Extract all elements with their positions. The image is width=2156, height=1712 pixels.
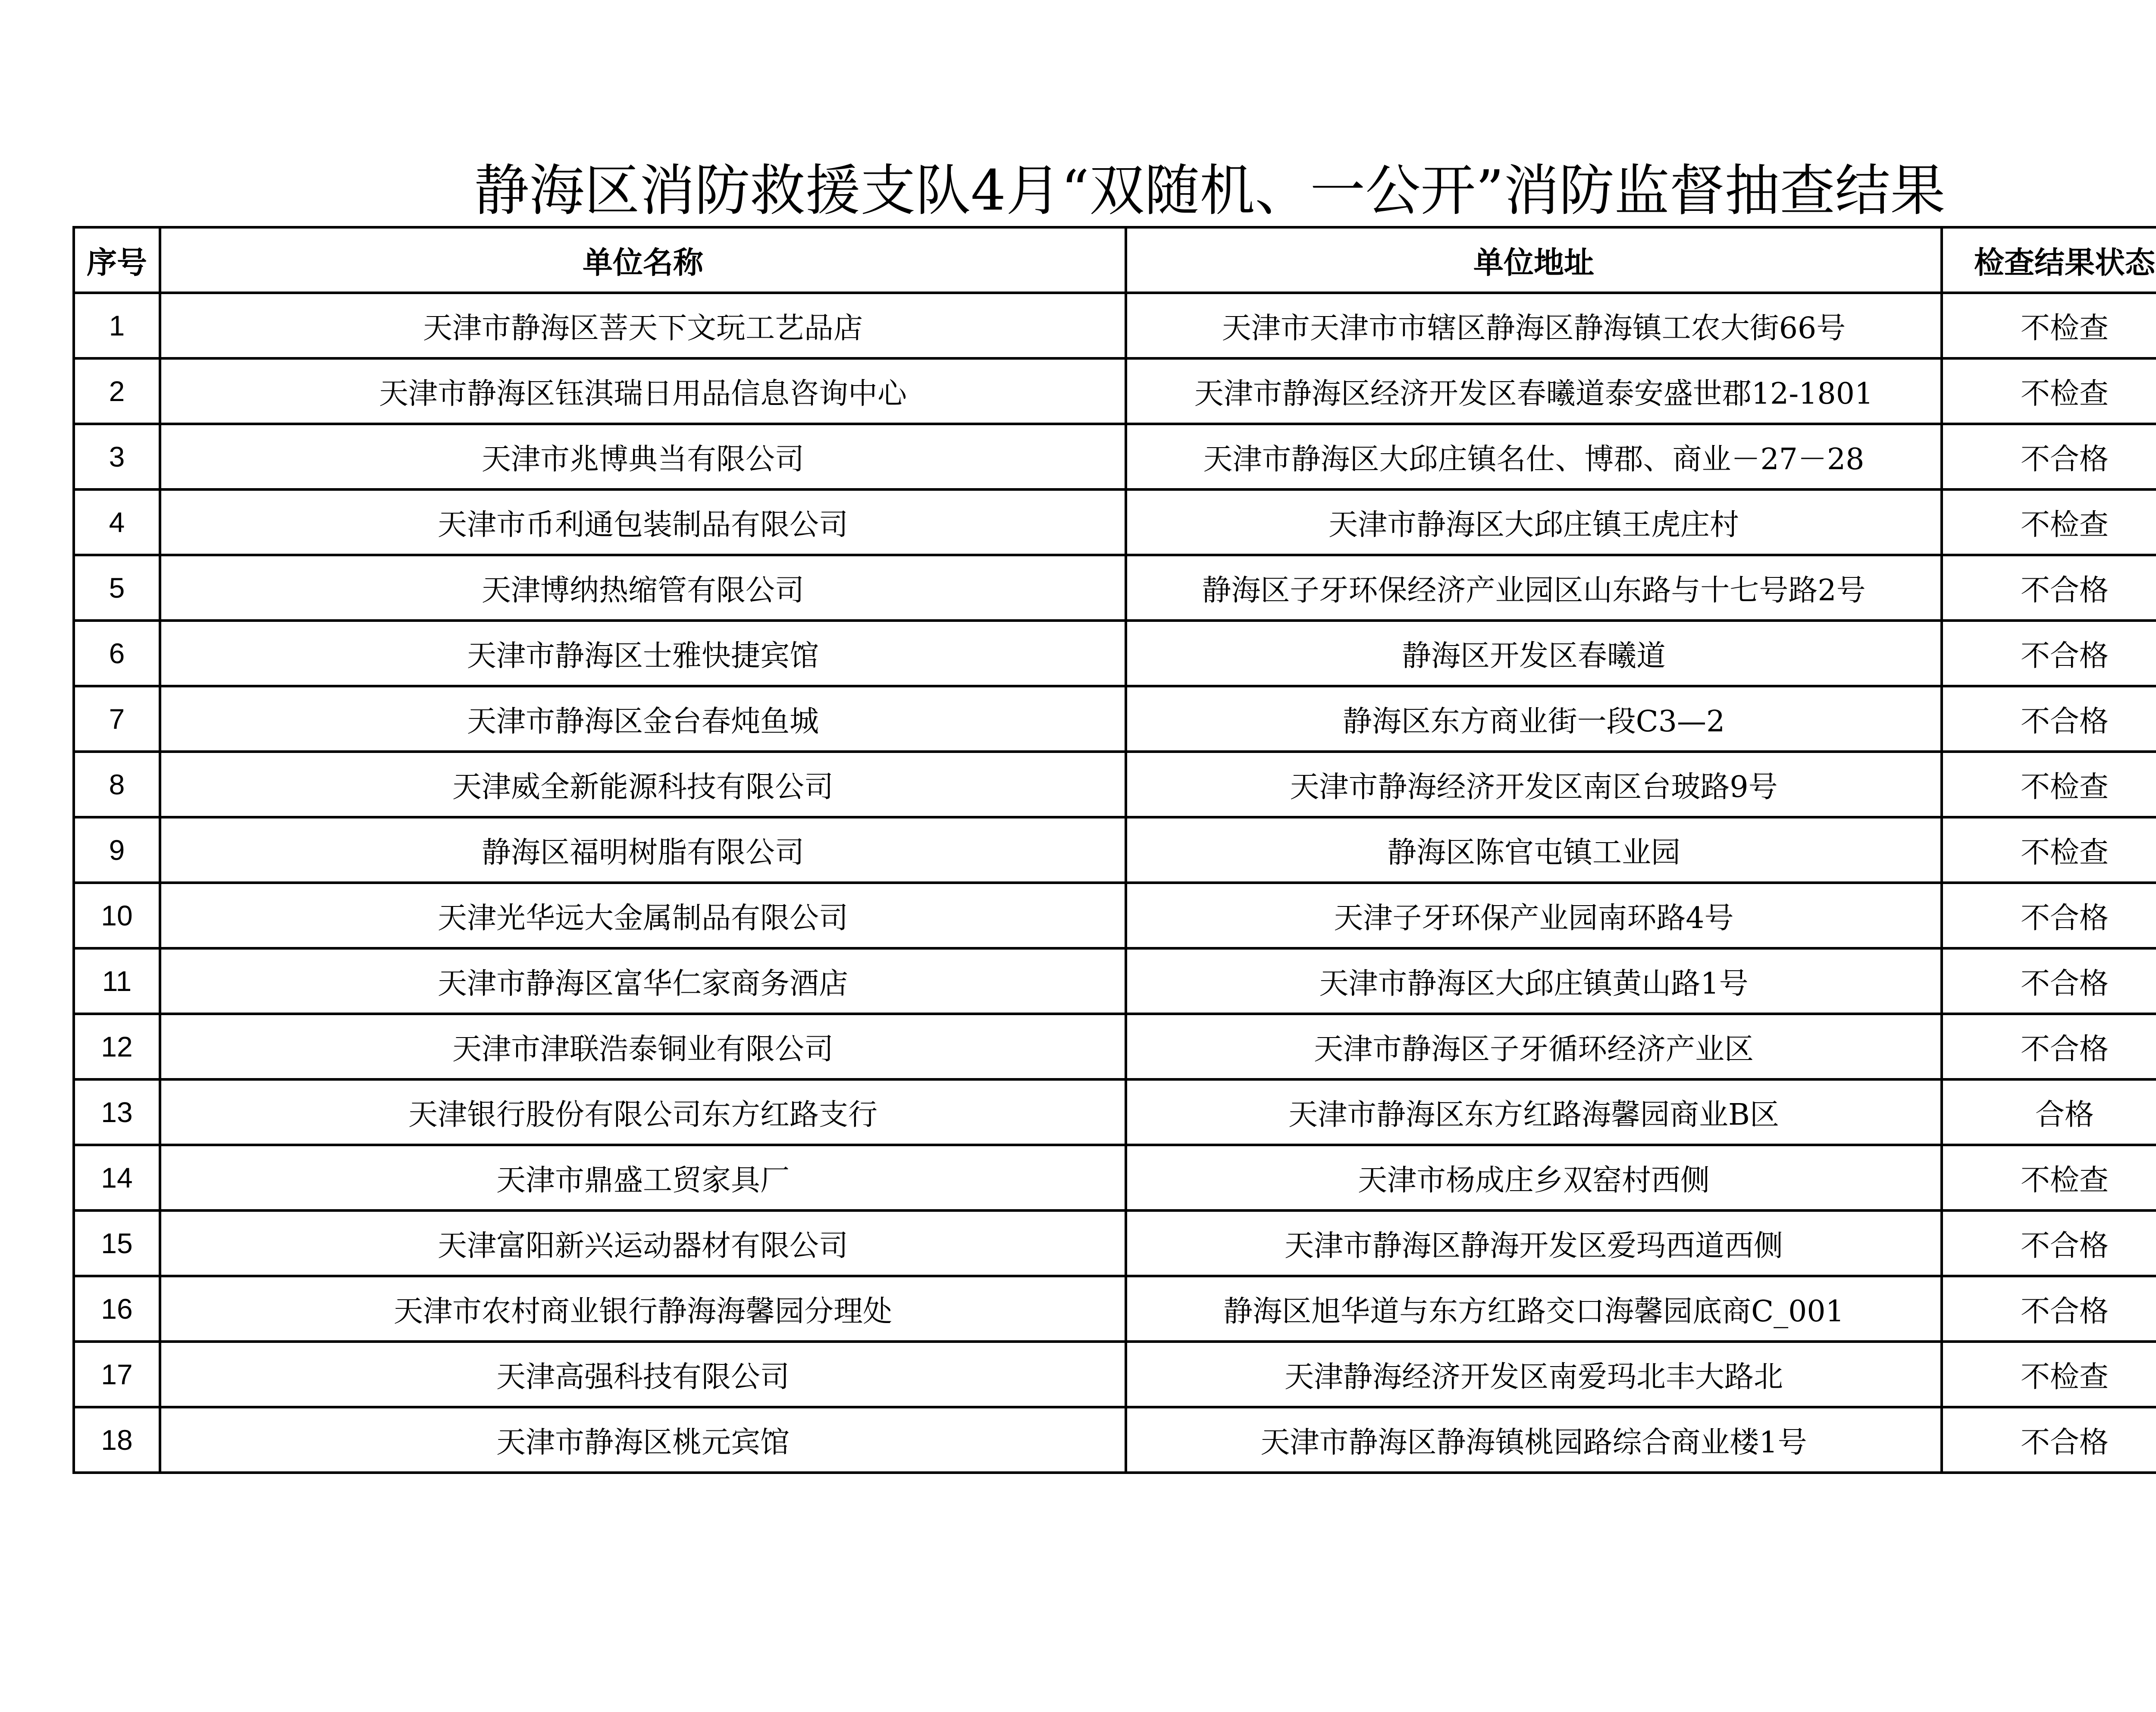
cell-unit-address: 天津市静海区东方红路海馨园商业B区 bbox=[1126, 1079, 1942, 1145]
cell-unit-address: 天津市静海经济开发区南区台玻路9号 bbox=[1126, 752, 1942, 817]
cell-unit-name: 天津市币利通包装制品有限公司 bbox=[160, 489, 1126, 555]
cell-unit-address: 天津市静海区子牙循环经济产业区 bbox=[1126, 1014, 1942, 1079]
cell-seq: 3 bbox=[74, 424, 160, 489]
cell-result-status: 不合格 bbox=[1942, 1276, 2156, 1342]
cell-seq: 11 bbox=[74, 948, 160, 1014]
cell-result-status: 不合格 bbox=[1942, 686, 2156, 752]
table-row bbox=[74, 1276, 2156, 1342]
cell-unit-address: 天津市杨成庄乡双窑村西侧 bbox=[1126, 1145, 1942, 1210]
table-row bbox=[74, 883, 2156, 948]
cell-seq: 5 bbox=[74, 555, 160, 621]
cell-unit-name: 天津市鼎盛工贸家具厂 bbox=[160, 1145, 1126, 1210]
cell-result-status: 不合格 bbox=[1942, 1014, 2156, 1079]
header-seq: 序号 bbox=[74, 227, 160, 293]
cell-seq: 17 bbox=[74, 1342, 160, 1407]
cell-unit-name: 天津威全新能源科技有限公司 bbox=[160, 752, 1126, 817]
cell-unit-address: 天津市静海区静海镇桃园路综合商业楼1号 bbox=[1126, 1407, 1942, 1473]
cell-result-status: 不检查 bbox=[1942, 489, 2156, 555]
header-unit-address: 单位地址 bbox=[1126, 227, 1942, 293]
table-row bbox=[74, 293, 2156, 358]
cell-result-status: 不合格 bbox=[1942, 424, 2156, 489]
cell-unit-address: 静海区子牙环保经济产业园区山东路与十七号路2号 bbox=[1126, 555, 1942, 621]
cell-unit-address: 静海区东方商业街一段C3—2 bbox=[1126, 686, 1942, 752]
cell-unit-name: 天津博纳热缩管有限公司 bbox=[160, 555, 1126, 621]
cell-result-status: 不合格 bbox=[1942, 1407, 2156, 1473]
cell-unit-name: 静海区福明树脂有限公司 bbox=[160, 817, 1126, 883]
cell-unit-address: 静海区陈官屯镇工业园 bbox=[1126, 817, 1942, 883]
cell-unit-name: 天津市静海区富华仁家商务酒店 bbox=[160, 948, 1126, 1014]
cell-seq: 4 bbox=[74, 489, 160, 555]
cell-seq: 13 bbox=[74, 1079, 160, 1145]
cell-unit-address: 天津市天津市市辖区静海区静海镇工农大街66号 bbox=[1126, 293, 1942, 358]
cell-unit-address: 天津市静海区大邱庄镇黄山路1号 bbox=[1126, 948, 1942, 1014]
table-row bbox=[74, 1079, 2156, 1145]
cell-unit-name: 天津高强科技有限公司 bbox=[160, 1342, 1126, 1407]
header-unit-name: 单位名称 bbox=[160, 227, 1126, 293]
cell-result-status: 不检查 bbox=[1942, 1342, 2156, 1407]
cell-result-status: 不检查 bbox=[1942, 817, 2156, 883]
table-row bbox=[74, 1210, 2156, 1276]
table-header-row bbox=[74, 227, 2156, 293]
table-row bbox=[74, 358, 2156, 424]
table-row bbox=[74, 489, 2156, 555]
table-row bbox=[74, 1014, 2156, 1079]
table-row bbox=[74, 948, 2156, 1014]
cell-unit-name: 天津银行股份有限公司东方红路支行 bbox=[160, 1079, 1126, 1145]
table-row bbox=[74, 555, 2156, 621]
cell-result-status: 不合格 bbox=[1942, 948, 2156, 1014]
cell-unit-address: 天津子牙环保产业园南环路4号 bbox=[1126, 883, 1942, 948]
cell-unit-address: 天津市静海区经济开发区春曦道泰安盛世郡12-1801 bbox=[1126, 358, 1942, 424]
cell-result-status: 不检查 bbox=[1942, 1145, 2156, 1210]
cell-result-status: 不合格 bbox=[1942, 621, 2156, 686]
cell-unit-name: 天津市津联浩泰铜业有限公司 bbox=[160, 1014, 1126, 1079]
cell-result-status: 不检查 bbox=[1942, 293, 2156, 358]
cell-result-status: 不合格 bbox=[1942, 555, 2156, 621]
cell-unit-address: 静海区开发区春曦道 bbox=[1126, 621, 1942, 686]
cell-seq: 15 bbox=[74, 1210, 160, 1276]
cell-seq: 10 bbox=[74, 883, 160, 948]
cell-unit-name: 天津市农村商业银行静海海馨园分理处 bbox=[160, 1276, 1126, 1342]
cell-seq: 1 bbox=[74, 293, 160, 358]
cell-seq: 6 bbox=[74, 621, 160, 686]
table-row bbox=[74, 424, 2156, 489]
table-row bbox=[74, 1145, 2156, 1210]
cell-unit-name: 天津富阳新兴运动器材有限公司 bbox=[160, 1210, 1126, 1276]
table-row bbox=[74, 1407, 2156, 1473]
inspection-results-table bbox=[72, 226, 2156, 1474]
cell-seq: 14 bbox=[74, 1145, 160, 1210]
cell-unit-name: 天津市静海区钰淇瑞日用品信息咨询中心 bbox=[160, 358, 1126, 424]
cell-unit-name: 天津市静海区菩天下文玩工艺品店 bbox=[160, 293, 1126, 358]
cell-seq: 12 bbox=[74, 1014, 160, 1079]
cell-seq: 7 bbox=[74, 686, 160, 752]
cell-unit-name: 天津市静海区金台春炖鱼城 bbox=[160, 686, 1126, 752]
table-row bbox=[74, 1342, 2156, 1407]
cell-seq: 8 bbox=[74, 752, 160, 817]
table-row bbox=[74, 752, 2156, 817]
header-result-status: 检查结果状态 bbox=[1942, 227, 2156, 293]
cell-unit-name: 天津市静海区桃元宾馆 bbox=[160, 1407, 1126, 1473]
cell-seq: 16 bbox=[74, 1276, 160, 1342]
cell-unit-address: 天津静海经济开发区南爱玛北丰大路北 bbox=[1126, 1342, 1942, 1407]
cell-result-status: 不合格 bbox=[1942, 1210, 2156, 1276]
cell-unit-address: 静海区旭华道与东方红路交口海馨园底商C_001 bbox=[1126, 1276, 1942, 1342]
cell-unit-name: 天津市兆博典当有限公司 bbox=[160, 424, 1126, 489]
cell-result-status: 合格 bbox=[1942, 1079, 2156, 1145]
table-row bbox=[74, 686, 2156, 752]
cell-seq: 18 bbox=[74, 1407, 160, 1473]
cell-seq: 9 bbox=[74, 817, 160, 883]
cell-seq: 2 bbox=[74, 358, 160, 424]
cell-result-status: 不合格 bbox=[1942, 883, 2156, 948]
cell-unit-address: 天津市静海区静海开发区爱玛西道西侧 bbox=[1126, 1210, 1942, 1276]
cell-unit-name: 天津市静海区士雅快捷宾馆 bbox=[160, 621, 1126, 686]
page-title: 静海区消防救援支队4月“双随机、一公开”消防监督抽查结果 bbox=[474, 159, 1946, 223]
table-row bbox=[74, 621, 2156, 686]
table-row bbox=[74, 817, 2156, 883]
cell-unit-address: 天津市静海区大邱庄镇王虎庄村 bbox=[1126, 489, 1942, 555]
cell-result-status: 不检查 bbox=[1942, 752, 2156, 817]
cell-unit-name: 天津光华远大金属制品有限公司 bbox=[160, 883, 1126, 948]
cell-result-status: 不检查 bbox=[1942, 358, 2156, 424]
cell-unit-address: 天津市静海区大邱庄镇名仕、博郡、商业－27－28 bbox=[1126, 424, 1942, 489]
